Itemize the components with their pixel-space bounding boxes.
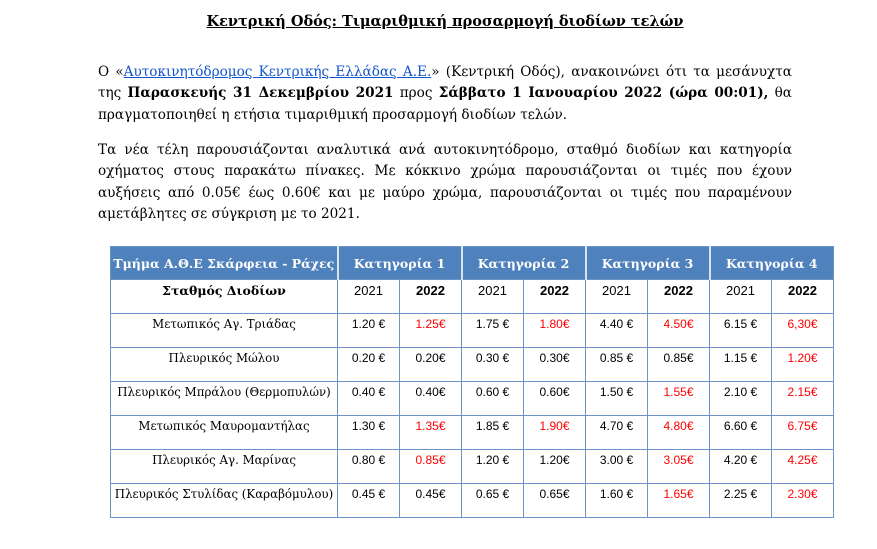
price-cell: 1.20 €	[338, 314, 400, 348]
price-cell: 0.40€	[400, 382, 462, 416]
table-row	[111, 314, 834, 348]
station-name: Πλευρικός Αγ. Μαρίνας	[111, 450, 338, 484]
year-2021-header: 2021	[710, 280, 772, 314]
price-cell: 0.30€	[524, 348, 586, 382]
price-cell: 2.10 €	[710, 382, 772, 416]
year-2021-header: 2021	[586, 280, 648, 314]
price-cell: 1.15 €	[710, 348, 772, 382]
table-section-header: Τμήμα Α.Θ.Ε Σκάρφεια - Ράχες	[111, 247, 338, 280]
year-header-row	[111, 280, 834, 314]
table-row	[111, 382, 834, 416]
year-2021-header: 2021	[462, 280, 524, 314]
station-name: Πλευρικός Μπράλου (Θερμοπυλών)	[111, 382, 338, 416]
price-cell: 1.20 €	[462, 450, 524, 484]
year-2022-header: 2022	[648, 280, 710, 314]
price-cell: 1.20€	[772, 348, 834, 382]
price-cell: 1.65€	[648, 484, 710, 518]
price-cell: 0.30 €	[462, 348, 524, 382]
price-cell: 1.25€	[400, 314, 462, 348]
price-cell: 0.85€	[400, 450, 462, 484]
price-cell: 0.20 €	[338, 348, 400, 382]
price-cell: 0.85€	[648, 348, 710, 382]
price-cell: 0.65 €	[462, 484, 524, 518]
price-cell: 1.55€	[648, 382, 710, 416]
year-2022-header: 2022	[400, 280, 462, 314]
year-2022-header: 2022	[524, 280, 586, 314]
body-text: Ο «	[98, 63, 124, 80]
category-header-1: Κατηγορία 1	[338, 247, 462, 280]
price-cell: 0.65€	[524, 484, 586, 518]
table-row	[111, 484, 834, 518]
price-cell: 4.70 €	[586, 416, 648, 450]
table-row	[111, 348, 834, 382]
page-title-text: Κεντρική Οδός: Τιμαριθμική προσαρμογή διοδίων τελών	[206, 13, 684, 30]
body-text: θα πραγματοποιηθεί η ετήσια τιμαριθμική προσαρμογή διοδίων τελών.	[98, 85, 792, 123]
price-cell: 1.60 €	[586, 484, 648, 518]
price-cell: 1.20€	[524, 450, 586, 484]
price-cell: 1.75 €	[462, 314, 524, 348]
page-title	[98, 13, 792, 30]
price-cell: 0.40 €	[338, 382, 400, 416]
price-cell: 1.35€	[400, 416, 462, 450]
price-cell: 4.20 €	[710, 450, 772, 484]
body-text: » (Κεντρική Οδός), ανακοινώνει ότι τα μεσάνυχτα της	[98, 63, 792, 102]
station-name: Μετωπικός Μαυρομαντήλας	[111, 416, 338, 450]
price-cell: 0.45€	[400, 484, 462, 518]
station-name: Πλευρικός Στυλίδας (Καραβόμυλου)	[111, 484, 338, 518]
price-cell: 6.15 €	[710, 314, 772, 348]
price-cell: 1.85 €	[462, 416, 524, 450]
price-cell: 0.45 €	[338, 484, 400, 518]
year-2022-header: 2022	[772, 280, 834, 314]
price-cell: 4.40 €	[586, 314, 648, 348]
company-link[interactable]: Αυτοκινητόδρομος Κεντρικής Ελλάδας Α.Ε.	[123, 63, 432, 80]
price-cell: 2.30€	[772, 484, 834, 518]
toll-prices-table	[110, 246, 834, 518]
price-cell: 0.85 €	[586, 348, 648, 382]
price-cell: 0.20€	[400, 348, 462, 382]
bold-text: Σάββατο 1 Ιανουαρίου 2022 (ώρα 00:01),	[438, 85, 769, 102]
table-row	[111, 450, 834, 484]
price-cell: 4.50€	[648, 314, 710, 348]
bold-text: Παρασκευής 31 Δεκεμβρίου 2021	[127, 85, 394, 102]
category-header-row	[111, 247, 834, 280]
year-2021-header: 2021	[338, 280, 400, 314]
price-cell: 6.75€	[772, 416, 834, 450]
price-cell: 3.05€	[648, 450, 710, 484]
price-cell: 1.30 €	[338, 416, 400, 450]
price-cell: 3.00 €	[586, 450, 648, 484]
intro-paragraph-announcement	[98, 62, 792, 127]
price-cell: 1.50 €	[586, 382, 648, 416]
price-cell: 0.60 €	[462, 382, 524, 416]
intro-paragraph-color-note	[98, 140, 792, 226]
station-name: Μετωπικός Αγ. Τριάδας	[111, 314, 338, 348]
station-name: Πλευρικός Μώλου	[111, 348, 338, 382]
station-column-label: Σταθμός Διοδίων	[111, 280, 338, 314]
price-cell: 1.80€	[524, 314, 586, 348]
price-cell: 6.60 €	[710, 416, 772, 450]
body-text: προς	[393, 85, 439, 102]
price-cell: 1.90€	[524, 416, 586, 450]
table-row	[111, 416, 834, 450]
category-header-4: Κατηγορία 4	[710, 247, 834, 280]
category-header-3: Κατηγορία 3	[586, 247, 710, 280]
price-cell: 4.80€	[648, 416, 710, 450]
price-cell: 0.60€	[524, 382, 586, 416]
price-cell: 6,30€	[772, 314, 834, 348]
price-cell: 0.80 €	[338, 450, 400, 484]
price-cell: 2.25 €	[710, 484, 772, 518]
body-text: Τα νέα τέλη παρουσιάζονται αναλυτικά ανά αυτοκινητόδρομο, σταθμό διοδίων και κατηγορία οχήματος στους παρακάτω πίνακες. Με κόκκινο χρώμα παρουσιάζονται οι τιμές που έχουν αυξήσεις από 0.05€ έως 0.60€ και με μαύρο χρώμα, παρουσιάζονται οι τιμές που παραμένουν αμετάβλητες σε σύγκριση με το 2021.	[98, 141, 792, 223]
price-cell: 2.15€	[772, 382, 834, 416]
category-header-2: Κατηγορία 2	[462, 247, 586, 280]
price-cell: 4.25€	[772, 450, 834, 484]
